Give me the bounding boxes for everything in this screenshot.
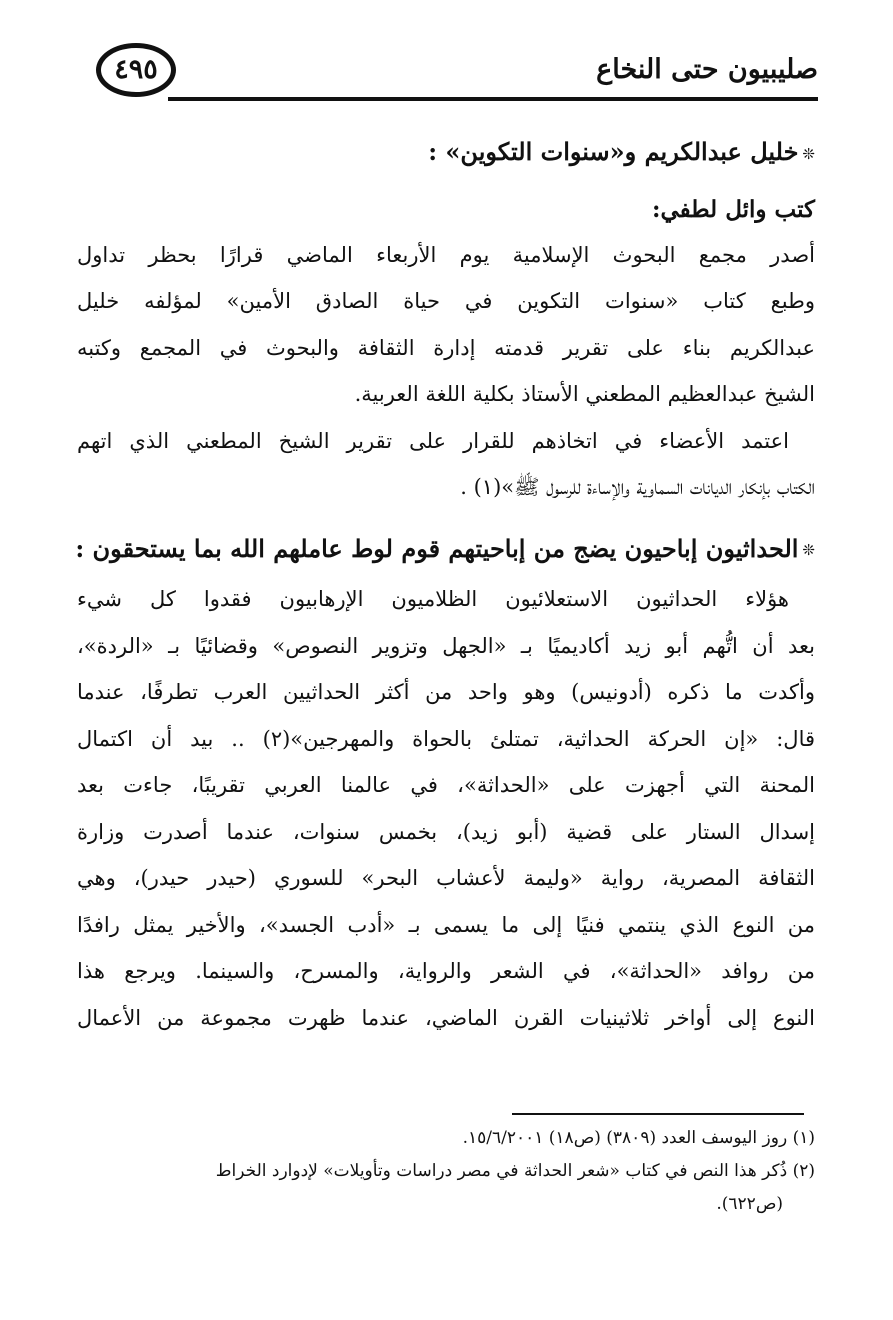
main-text	[77, 132, 815, 1041]
section-heading-2-text: الحداثيون إباحيون يضج من إباحيتهم قوم لوط عاملهم الله بما يستحقون :	[75, 533, 799, 563]
page-number-badge: ٤٩٥	[96, 43, 176, 97]
text-line: من روافد «الحداثة»، في الشعر والرواية، والمسرح، والسينما. ويرجع هذا	[77, 959, 815, 983]
text-line: اعتمد الأعضاء في اتخاذهم للقرار على تقرير الشيخ المطعني الذي اتهم	[77, 428, 789, 453]
section-heading-1-text: خليل عبدالكريم و«سنوات التكوين» :	[428, 137, 799, 166]
text-line: الثقافة المصرية، رواية «وليمة لأعشاب البحر» للسوري (حيدر حيدر)، وهي	[77, 866, 815, 890]
byline: كتب وائل لطفي:	[652, 195, 815, 223]
text-line: هؤلاء الحداثيون الاستعلائيون الظلاميون الإرهابيون فقدوا كل شيء	[77, 587, 789, 611]
star-ornament-icon: ❊	[802, 144, 815, 163]
section-heading-2	[77, 529, 815, 571]
text-line: المحنة التي أجهزت على «الحداثة»، في عالمنا العربي تقريبًا، جاءت بعد	[77, 773, 815, 797]
text-line: الكتاب بإنكار الديانات السماوية والإساءة للرسول ﷺ»(١) .	[460, 475, 815, 499]
paragraph-3	[77, 576, 815, 1041]
text-line: إسدال الستار على قضية (أبو زيد)، بخمس سنوات، عندما أصدرت وزارة	[77, 819, 816, 844]
text-line: الشيخ عبدالعظيم المطعني الأستاذ بكلية اللغة العربية.	[354, 382, 815, 406]
text-line: من النوع الذي ينتمي فنيًا إلى ما يسمى بـ «أدب الجسد»، والأخير يمثل رافدًا	[77, 912, 815, 937]
text-line: وأكدت ما ذكره (أدونيس) وهو واحد من أكثر الحداثيين العرب تطرفًا، عندما	[77, 680, 815, 704]
paragraph-1	[77, 232, 815, 418]
header-rule	[168, 97, 818, 101]
paragraph-2	[77, 418, 815, 511]
text-line: قال: «إن الحركة الحداثية، تمتلئ بالحواة والمهرجين»(٢) .. بيد أن اكتمال	[77, 726, 816, 751]
footnote-2: (٢) ذُكر هذا النص في كتاب «شعر الحداثة في مصر دراسات وتأويلات» لإدوارد الخراط	[215, 1161, 815, 1181]
footnote-separator	[512, 1113, 804, 1115]
text-line: أصدر مجمع البحوث الإسلامية يوم الأربعاء الماضي قرارًا بحظر تداول	[77, 242, 815, 267]
footnote-1: (١) روز اليوسف العدد (٣٨٠٩) (ص١٨) ١٥/٦/٢٠٠١.	[462, 1128, 815, 1148]
star-ornament-icon: ❊	[802, 541, 815, 559]
running-title: صليبيون حتى النخاع	[596, 54, 818, 85]
text-line: النوع إلى أواخر ثلاثينيات القرن الماضي، عندما ظهرت مجموعة من الأعمال	[77, 1005, 815, 1030]
text-line: عبدالكريم بناء على تقرير قدمته إدارة الثقافة والبحوث في المجمع وكتبه	[77, 335, 815, 360]
footnote-2-continued: (ص٦٢٢).	[716, 1194, 783, 1214]
section-heading-1	[77, 132, 815, 174]
text-line: بعد أن اتُّهم أبو زيد أكاديميًا بـ «الجهل وتزوير النصوص» وقضائيًا بـ «الردة»،	[77, 633, 815, 658]
text-line: وطبع كتاب «سنوات التكوين في حياة الصادق الأمين» لمؤلفه خليل	[77, 289, 815, 313]
footnotes	[77, 1122, 815, 1221]
page-header	[88, 40, 818, 110]
